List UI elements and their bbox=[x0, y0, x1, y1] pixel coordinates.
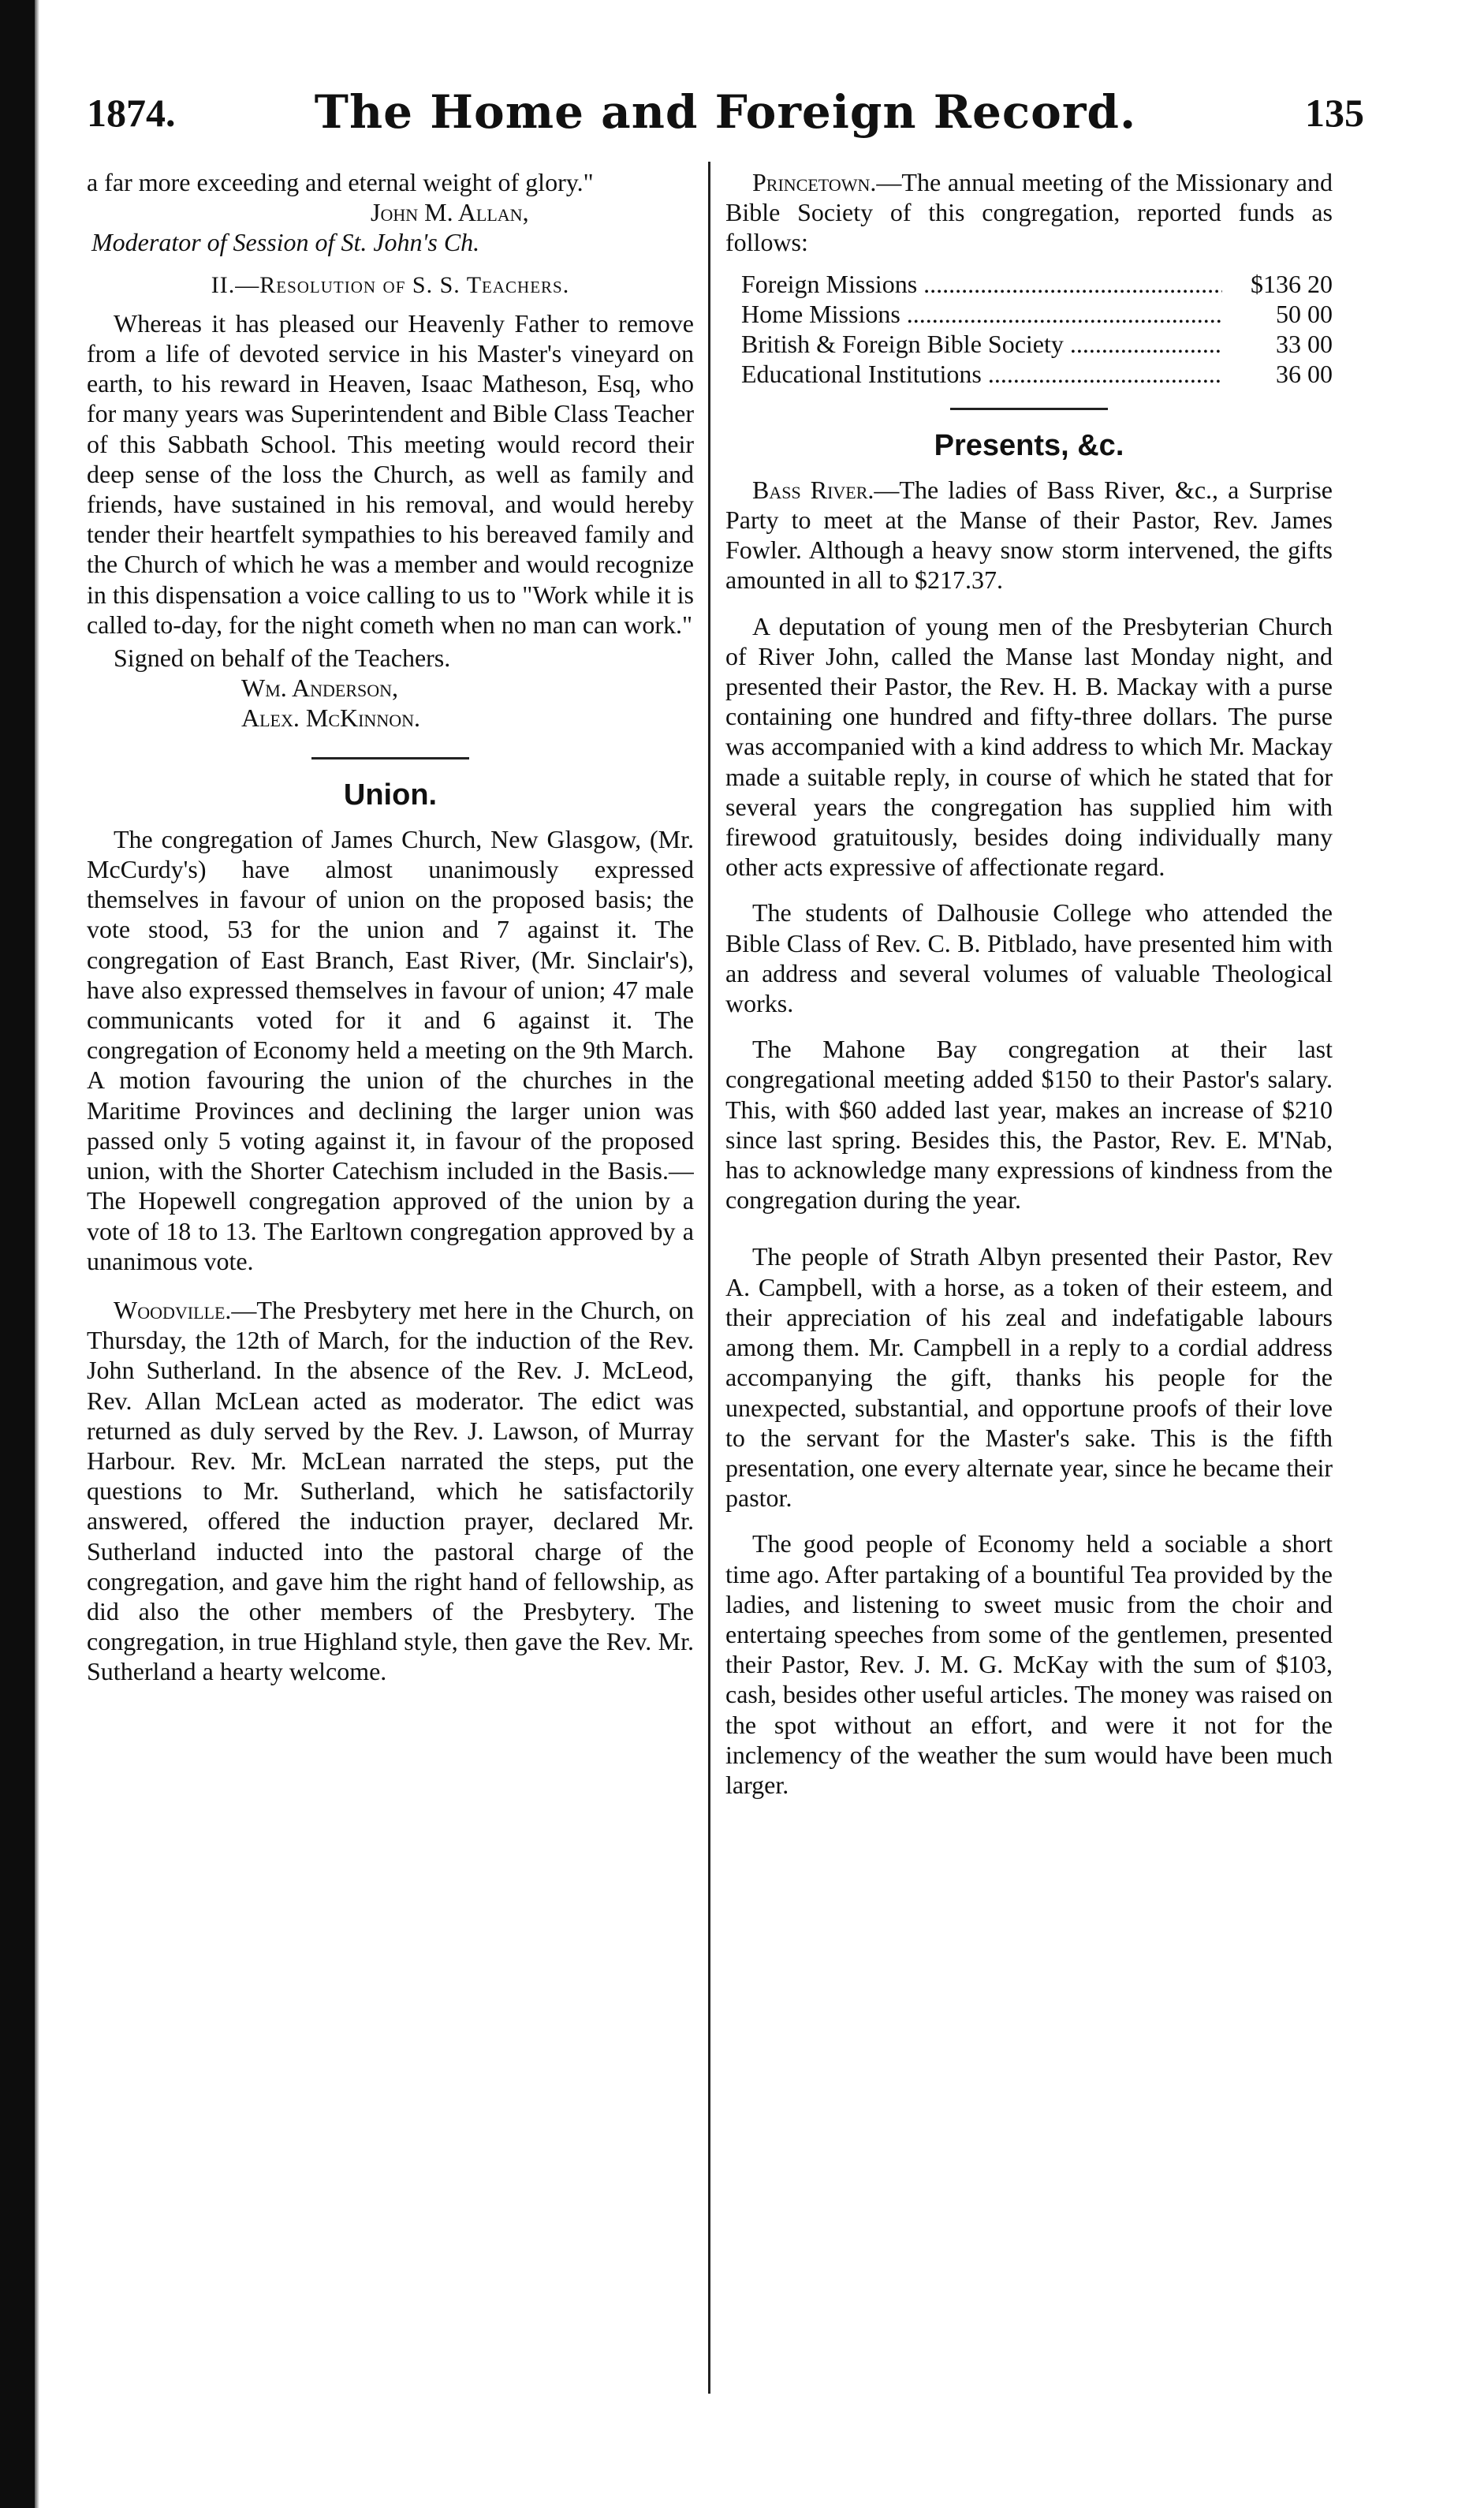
fund-row bbox=[741, 299, 1333, 329]
resolution-heading: II.—Resolution of S. S. Teachers. bbox=[211, 271, 570, 298]
union-heading: Union. bbox=[343, 778, 438, 812]
princetown-paragraph bbox=[725, 167, 1333, 258]
section-rule bbox=[311, 757, 469, 759]
resolution-text: Whereas it has pleased our Heavenly Father to remove from a life of devoted service in his Master's vineyard on earth, to his reward in Heaven, Isaac Matheson, Esq, who for many years was Superintendent and Bible Class Teacher of this Sabbath School. This meeting would record their deep sense of the loss the Church, as well as family and friends, have sustained in his removal, and would hereby tender their heartfelt sympathies to his bereaved family and the Church of which he was a member and would recognize in this dispensation a voice calling to us to "Work while it is called to-day, for the night cometh when no man can work." bbox=[87, 308, 694, 639]
right-column bbox=[725, 167, 1333, 2454]
book-spine-shadow bbox=[0, 0, 35, 2508]
fund-amount: 33 00 bbox=[1276, 329, 1333, 358]
bass-river-text: —The ladies of Bass River, &c., a Surprise Party to meet at the Manse of their Pastor, Rev. James Fowler. Although a heavy snow storm intervened, the gifts amounted in all to $217.37. bbox=[725, 475, 1333, 595]
dalhousie-paragraph: The students of Dalhousie College who attended the Bible Class of Rev. C. B. Pitblado, have presented him with an address and several volumes of valuable Theological works. bbox=[725, 898, 1333, 1018]
intro-quote: a far more exceeding and eternal weight of glory." bbox=[87, 168, 594, 196]
fund-amount: 36 00 bbox=[1276, 359, 1333, 388]
signed-line: Signed on behalf of the Teachers. bbox=[114, 644, 451, 673]
union-text: The congregation of James Church, New Glasgow, (Mr. McCurdy's) have almost unanimously expressed themselves in favour of union on the proposed basis; the vote stood, 53 for the union and 7 against it. The congregation of East Branch, East River, (Mr. Sinclair's), have also expressed themselves in favour of union; 47 male communicants voted for it and 6 against it. The congregation of Economy held a meeting on the 9th March. A motion favouring the union of the churches in the Maritime Provinces and declining the larger union was passed only 5 voting against it, in favour of the proposed union, with the Shorter Catechism included in the Basis.—The Hopewell congregation approved of the union by a vote of 18 to 13. The Earltown congregation approved by a unanimous vote. bbox=[87, 824, 694, 1275]
fund-row bbox=[741, 269, 1333, 299]
woodville-paragraph bbox=[87, 1295, 694, 1687]
intro-signer-title: Moderator of Session of St. John's Ch. bbox=[91, 228, 480, 257]
fund-name: Foreign Missions ..... bbox=[741, 269, 1222, 299]
section-rule bbox=[950, 408, 1108, 410]
intro-signer: John M. Allan, bbox=[371, 198, 529, 227]
fund-amount: 50 00 bbox=[1276, 299, 1333, 328]
page-number: 135 bbox=[1305, 91, 1364, 135]
journal-title: The Home and Foreign Record. bbox=[314, 85, 1137, 139]
woodville-text: —The Presbytery met here in the Church, on Thursday, the 12th of March, for the induction of the Rev. John Sutherland. In the absence of the Rev. J. McLeod, Rev. Allan McLean acted as moderator. The edict was returned as duly served by the Rev. J. Lawson, of Murray Harbour. Rev. Mr. McLean narrated the steps, put the questions to Mr. Sutherland, which he satisfactorily answered, offered the induction prayer, declared Mr. Sutherland inducted into the pastoral charge of the congregation, and gave him the right hand of fellowship, as did also the other members of the Presbytery. The congregation, in true Highland style, then gave the Rev. Mr. Sutherland a hearty welcome. bbox=[87, 1295, 694, 1686]
teacher-signer-2: Alex. McKinnon. bbox=[241, 704, 420, 733]
fund-amount: $136 20 bbox=[1251, 269, 1333, 298]
mahone-bay-paragraph: The Mahone Bay congregation at their last congregational meeting added $150 to their Pastor's salary. This, with $60 added last year, makes an increase of $210 since last spring. Besides this, the Pastor, Rev. E. M'Nab, has to acknowledge many expressions of kindness from the congregation during the year. bbox=[725, 1035, 1333, 1215]
page-header bbox=[87, 85, 1364, 140]
fund-name: Home Missions ..... bbox=[741, 299, 1222, 329]
book-spine-edge bbox=[35, 0, 39, 2508]
presents-heading: Presents, &c. bbox=[934, 428, 1124, 462]
fund-name: Educational Institutions ..... bbox=[741, 359, 1222, 389]
funds-table bbox=[725, 269, 1333, 389]
header-year: 1874. bbox=[87, 91, 176, 135]
bass-river-lead: Bass River. bbox=[752, 475, 874, 504]
woodville-lead: Woodville. bbox=[114, 1295, 232, 1324]
fund-row bbox=[741, 359, 1333, 389]
river-john-paragraph: A deputation of young men of the Presbyterian Church of River John, called the Manse last Monday night, and presented their Pastor, the Rev. H. B. Mackay with a purse containing one hundred and fifty-three dollars. The purse was accompanied with a kind address to which Mr. Mackay made a suitable reply, in course of which he stated that for several years the congregation has supplied him with firewood gratuitously, besides doing individually many other acts expressive of affectionate regard. bbox=[725, 611, 1333, 882]
economy-paragraph: The good people of Economy held a sociable a short time ago. After partaking of a bountiful Tea provided by the ladies, and listening to sweet music from the choir and entertaing speeches from some of the gentlemen, presented their Pastor, Rev. J. M. G. McKay with the sum of $103, cash, besides other useful articles. The money was raised on the spot without an effort, and were it not for the inclemency of the weather the sum would have been much larger. bbox=[725, 1529, 1333, 1799]
princetown-lead: Princetown. bbox=[752, 168, 877, 196]
princetown-text: —The annual meeting of the Missionary and Bible Society of this congregation, reported funds as follows: bbox=[725, 168, 1333, 257]
strath-albyn-paragraph: The people of Strath Albyn presented their Pastor, Rev A. Campbell, with a horse, as a token of their esteem, and their appreciation of his zeal and indefatigable labours among them. Mr. Campbell in a reply to a cordial address accompanying the gift, thanks his people for the unexpected, substantial, and opportune proofs of their love to the servant for the Master's sake. This is the fifth presentation, one every alternate year, since he became their pastor. bbox=[725, 1242, 1333, 1513]
fund-row bbox=[741, 329, 1333, 359]
left-column bbox=[87, 167, 694, 2454]
fund-name: British & Foreign Bible Society ..... bbox=[741, 329, 1222, 359]
bass-river-paragraph bbox=[725, 475, 1333, 595]
column-divider bbox=[708, 162, 710, 2394]
teacher-signer-1: Wm. Anderson, bbox=[241, 674, 399, 703]
